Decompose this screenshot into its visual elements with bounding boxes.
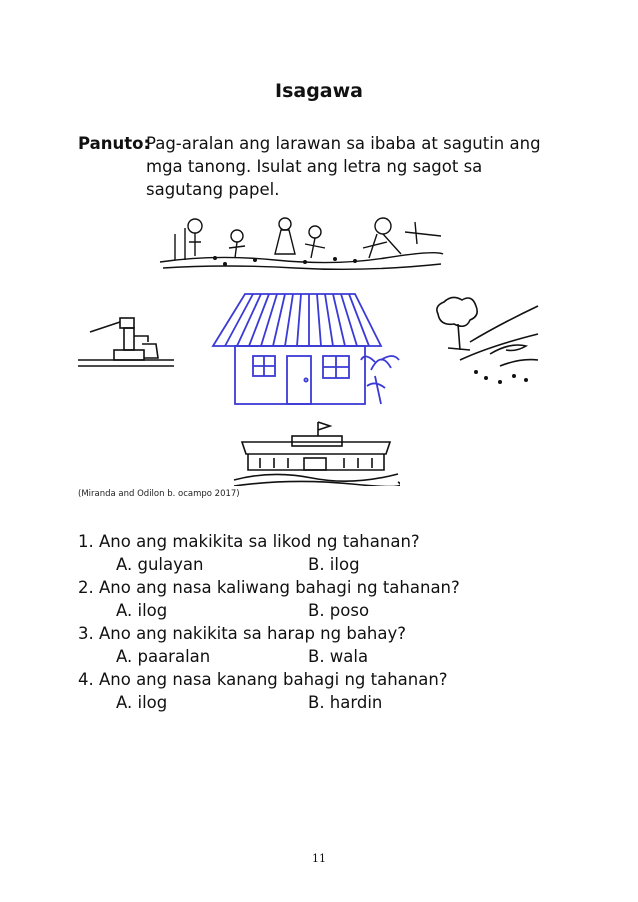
question-text: 2. Ano ang nasa kaliwang bahagi ng tahanan? <box>78 578 460 597</box>
garden-illustration <box>155 214 445 272</box>
river-illustration <box>430 294 542 386</box>
page-number: 11 <box>312 852 326 865</box>
school-illustration <box>232 420 400 486</box>
house-illustration <box>205 290 405 408</box>
choice-b: B. ilog <box>308 555 360 574</box>
answer-choices <box>78 691 598 714</box>
choice-b: B. wala <box>308 647 369 666</box>
choice-b: B. hardin <box>308 693 383 712</box>
question-text: 3. Ano ang nakikita sa harap ng bahay? <box>78 624 407 643</box>
question-list <box>78 530 598 714</box>
choice-a: A. gulayan <box>116 555 204 574</box>
instructions-text <box>146 132 576 201</box>
question-text: 1. Ano ang makikita sa likod ng tahanan? <box>78 532 420 551</box>
answer-choices <box>78 645 598 668</box>
answer-choices <box>78 553 598 576</box>
instructions-line: mga tanong. Isulat ang letra ng sagot sa <box>146 157 483 176</box>
choice-a: A. paaralan <box>116 647 211 666</box>
answer-choices <box>78 599 598 622</box>
choice-a: A. ilog <box>116 601 168 620</box>
image-caption: (Miranda and Odilon b. ocampo 2017) <box>78 489 240 499</box>
choice-b: B. poso <box>308 601 370 620</box>
instructions-line: Pag-aralan ang larawan sa ibaba at sagutin ang <box>146 134 541 153</box>
question-text: 4. Ano ang nasa kanang bahagi ng tahanan? <box>78 670 448 689</box>
water-pump-illustration <box>76 314 176 372</box>
choice-a: A. ilog <box>116 693 168 712</box>
instructions-label: Panuto: <box>78 134 151 153</box>
instructions-line: sagutang papel. <box>146 180 280 199</box>
page-title: Isagawa <box>275 80 363 102</box>
